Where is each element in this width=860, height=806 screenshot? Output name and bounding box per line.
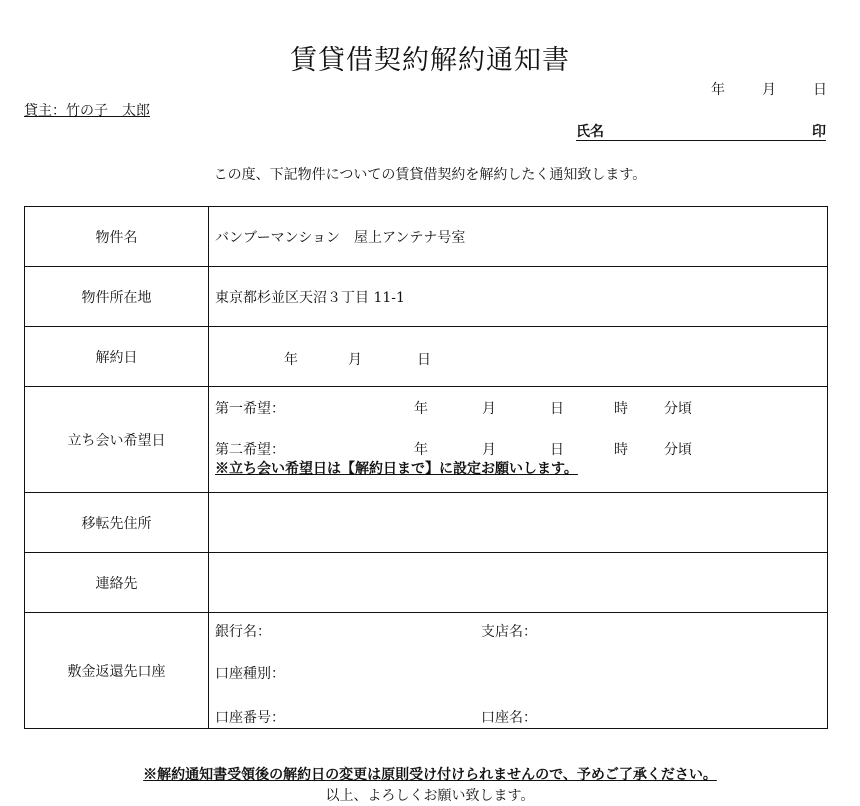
change-notice: ※解約通知書受領後の解約日の変更は原則受け付けられませんので、予めご了承ください。 bbox=[143, 767, 717, 783]
table-row bbox=[25, 613, 828, 729]
property-address-label: 物件所在地 bbox=[25, 267, 209, 327]
tenant-name-field[interactable] bbox=[576, 121, 826, 141]
visit-first-month: 月 bbox=[482, 401, 496, 417]
bank-name-label: 銀行名： bbox=[215, 624, 271, 640]
tenant-name-label: 氏名 bbox=[576, 124, 604, 140]
visit-second-month: 月 bbox=[482, 442, 496, 458]
date-day-label: 日 bbox=[813, 82, 827, 98]
visit-second-minute: 分頃 bbox=[664, 442, 692, 458]
account-number-label: 口座番号： bbox=[215, 710, 285, 726]
visit-date-label: 立ち会い希望日 bbox=[25, 387, 209, 493]
account-type-label: 口座種別： bbox=[215, 666, 285, 682]
date-year-label: 年 bbox=[711, 82, 725, 98]
property-address-value: 東京都杉並区天沼３丁目 11-1 bbox=[209, 267, 828, 327]
visit-first-day: 日 bbox=[550, 401, 564, 417]
table-row bbox=[25, 207, 828, 267]
landlord-name: 貸主：竹の子 太郎 bbox=[24, 103, 150, 119]
branch-name-label: 支店名： bbox=[481, 624, 537, 640]
visit-first-year: 年 bbox=[414, 401, 428, 417]
cancel-date-label: 解約日 bbox=[25, 327, 209, 387]
visit-first-minute: 分頃 bbox=[664, 401, 692, 417]
new-address-field[interactable] bbox=[209, 493, 828, 553]
closing-text: 以上、よろしくお願い致します。 bbox=[325, 788, 535, 804]
table-row bbox=[25, 267, 828, 327]
account-holder-label: 口座名： bbox=[481, 710, 537, 726]
date-month-label: 月 bbox=[762, 82, 776, 98]
visit-date-note: ※立ち会い希望日は【解約日まで】に設定お願いします。 bbox=[215, 461, 578, 477]
cancel-date-field[interactable] bbox=[209, 327, 828, 387]
visit-second-choice-label: 第二希望： bbox=[215, 442, 285, 458]
document-title: 賃貸借契約解約通知書 bbox=[290, 45, 570, 76]
deposit-account-label: 敷金返還先口座 bbox=[25, 613, 209, 729]
cancellation-form-table bbox=[24, 206, 828, 729]
table-row bbox=[25, 387, 828, 493]
cancel-year-label: 年 bbox=[284, 352, 298, 368]
cancel-month-label: 月 bbox=[348, 352, 362, 368]
visit-second-year: 年 bbox=[414, 442, 428, 458]
cancel-day-label: 日 bbox=[417, 352, 431, 368]
table-row bbox=[25, 493, 828, 553]
intro-text: この度、下記物件についての賃貸借契約を解約したく通知致します。 bbox=[213, 167, 647, 183]
visit-first-choice-label: 第一希望： bbox=[215, 401, 285, 417]
table-row bbox=[25, 327, 828, 387]
seal-label: 印 bbox=[812, 124, 826, 140]
property-name-value: バンブーマンション 屋上アンテナ号室 bbox=[209, 207, 828, 267]
visit-second-day: 日 bbox=[550, 442, 564, 458]
contact-label: 連絡先 bbox=[25, 553, 209, 613]
visit-second-hour: 時 bbox=[614, 442, 628, 458]
deposit-account-field[interactable] bbox=[209, 613, 828, 729]
table-row bbox=[25, 553, 828, 613]
visit-date-field[interactable] bbox=[209, 387, 828, 493]
new-address-label: 移転先住所 bbox=[25, 493, 209, 553]
visit-first-hour: 時 bbox=[614, 401, 628, 417]
contact-field[interactable] bbox=[209, 553, 828, 613]
property-name-label: 物件名 bbox=[25, 207, 209, 267]
